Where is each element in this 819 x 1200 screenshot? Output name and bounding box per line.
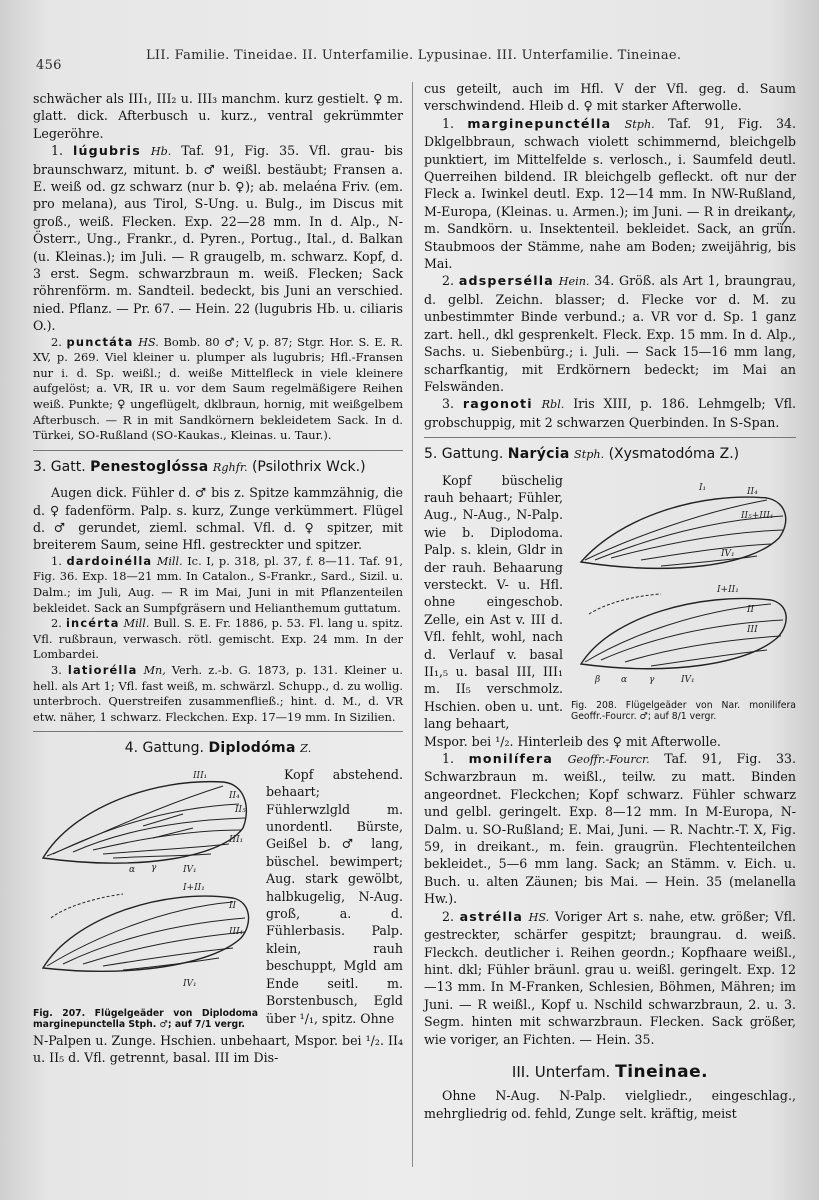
genus-description: Kopf büschelig rauh behaart; Fühler, Aug., N-Aug., N-Palp. wie b. Diplodoma. Palp. s. klein, Gldr in der rauh. Behaarung versteckt. V- u. Hfl. ohne eingeschob. Zelle, ein Ast v. III d. Vfl. fehlt, wohl, nach d. Verlauf v. basal II₁,₅ u. basal III, III₁ m. II₅ verschmolz. Hschien. oben u. unt. lang behaart, (424, 472, 563, 732)
genus-name: Narýcia (507, 446, 570, 463)
genus-description-continued: Mspor. bei ¹/₂. Hinterleib des ♀ mit Afterwolle. (424, 733, 721, 749)
vein-label: II₄ (229, 790, 240, 801)
species-name: ragonoti (462, 396, 533, 412)
genus-heading: 4. Gattung. Diplodóma Z. (124, 740, 312, 757)
species-author: HS. (138, 335, 159, 349)
species-author: Rbl. (541, 398, 565, 412)
species-entry: 1. monilífera Geoffr.-Fourcr. Taf. 91, Fig. 33. Schwarzbraun m. weißl., teilw. zu matt. Binden angeordnet. Fleckchen; Kopf schwarz. Fühler schwarz und gelbl. geringelt. Exp. 8—12 mm. In M-Europa, N-Dalm. u. SO-Rußland; E. Mai, Juni. — R. Nachtr.-T. X, Fig. 59, in dreikant., m. fein. graugrün. Flechtenteilchen bekleidet., 5—6 mm lang. Sack; an Stämm. v. Eich. u. Buch. u. alten Zäunen; bis Mai. — Hein. 35 (melanella Hw.). (424, 751, 796, 907)
vein-label: I+II₁ (183, 882, 205, 893)
genus-description: Augen dick. Fühler d. ♂ bis z. Spitze kammzähnig, die d. ♀ fadenförm. Palp. s. kurz, Zunge verkümmert. Flügel d. ♂ gerundet, zieml. schmal. Vfl. d. ♀ spitzer, mit breiterem Saum, seine Hfl. gestreckter und spitzer. (33, 485, 403, 553)
species-name: dardoinélla (66, 553, 153, 568)
section-rule (424, 437, 796, 438)
genus-author: Stph. (574, 448, 605, 462)
vein-label: IV₁ (681, 674, 695, 685)
species-name: marginepunctélla (467, 115, 612, 131)
genus-description-continued: N-Palpen u. Zunge. Hschien. unbehaart, Mspor. bei ¹/₂. II₄ u. II₅ d. Vfl. getrennt, basal. III im Dis- (33, 1032, 403, 1066)
subfamily-name: Tineinae. (615, 1061, 709, 1082)
left-column (33, 90, 403, 1067)
species-entry: 3. latiorélla Mn, Verh. z.-b. G. 1873, p. 131. Kleiner u. hell. als Art 1; Vfl. fast weiß, m. schwärzl. Schupp., d. zu wollig. unterbroch. Querstreifen zusammenfließ.; hint. d. M., d. VR etw. näher, 1 schwarz. Fleckchen. Exp. 17—19 mm. In Sizilien. (33, 663, 404, 724)
wing-venation-diagram (33, 768, 258, 1004)
vein-label: γ (649, 674, 655, 685)
species-entry: 1. lúgubris Hb. Taf. 91, Fig. 35. Vfl. grau- bis braunschwarz, mitunt. b. ♂ weißl. bestäubt; Fransen a. E. weiß od. gz schwarz (nur b. ♀); ab. melaéna Friv. (em. pro melana), aus Tirol, S-Ung. u. Bulg., im Discus mit groß., weiß. Flecken. Exp. 22—28 mm. In d. Alp., N-Österr., Ung., Frankr., d. Pyren., Portug., Ital., d. Balkan (u. Kleinas.); im Juli. — R graugelb, m. schwarz. Kopf, d. 3 erst. Segm. schwarzbraun m. weiß. Flecken; Sack röhrenförm. m. Sandteil. bedeckt, bis Juni an verschied. nied. Pflanz. — Pr. 67. — Hein. 22 (lugubris Hb. u. ciliaris O.). (33, 143, 403, 334)
species-entry: 1. dardoinélla Mill. Ic. I, p. 318, pl. 37, f. 8—11. Taf. 91, Fig. 36. Exp. 18—21 mm. In Catalon., S-Frankr., Sard., Sizil. u. Dalm.; im Juli, Aug. — R im Mai, Juni in mit Pflanzenteilen bekleidet. Sack an Sumpfgräsern und Helianthemum guttatum. (33, 553, 403, 615)
vein-label: II₅+III₁ (741, 510, 774, 521)
species-author: Hein. (558, 275, 590, 289)
species-name: astrélla (459, 908, 524, 924)
species-text: Iris XIII, p. 186. Lehmgelb; Vfl. grobschuppig, mit 2 schwarzen Querbinden. In S-Span. (424, 396, 796, 430)
vein-label: II (747, 604, 755, 615)
vein-label: IV₁ (721, 548, 735, 559)
subfamily-description: Ohne N-Aug. N-Palp. vielgliedr., eingeschlag., mehrgliedrig od. fehld, Zunge selt. kräftig, meist (424, 1088, 796, 1121)
vein-label: α (621, 674, 628, 685)
species-entry: 1. marginepunctélla Stph. Taf. 91, Fig. 34. Dklgelbbraun, schwach violett schimmernd, bleichgelb punktiert, im Mittelfelde s. verlosch., i. Saumfeld deutl. Querreihen bildend. IR bleichgelb gefleckt. oft nur der Fleck a. Iwinkel deutl. Exp. 12—14 mm. In NW-Rußland, M-Europa, (Kleinas. u. Armen.); im Juni. — R in dreikant., m. Sandkörn. u. Insektenteil. bekleidet. Sack, an grün. Staubmoos der Stämme, nahe am Boden; zweijährig, bis Mai. (424, 115, 796, 272)
intro-text: cus geteilt, auch im Hfl. V der Vfl. geg. d. Saum verschwindend. Hleib d. ♀ mit starker Afterwolle. (424, 81, 796, 114)
species-entry: 2. adspersélla Hein. 34. Größ. als Art 1, braungrau, d. gelbl. Zeichn. blasser; d. Flecke vor d. M. zu unbestimmter Binde verbund.; a. VR vor d. Sp. 1 ganz zart. hell., dkl gesprenkelt. Fleck. Exp. 15 mm. In d. Alp., Sachs. u. Siebenbürg.; i. Juli. — Sack 15—16 mm lang, scharfkantig, mit Erdkörnern bedeckt; im Mai an Felswänden. (424, 273, 796, 394)
page-number: 456 (36, 58, 62, 73)
genus-synonym: (Psilothrix Wck.) (251, 458, 366, 475)
running-header (36, 44, 779, 72)
species-text: Taf. 91, Fig. 34. Dklgelbbraun, schwach violett schimmernd, bleichgelb punktiert, im Mittelfelde s. verlosch., i. Saumfeld deutl. Querreihen bildend. IR bleichgelb gefleckt. oft nur der Fleck a. Iwinkel deutl. Exp. 12—14 mm. In NW-Rußland, M-Europa, (Kleinas. u. Armen.); im Juni. — R in dreikant., m. Sandkörn. u. Insektenteil. bekleidet. Sack, an grün. Staubmoos der Stämme, nahe am Boden; zweijährig, bis Mai. (424, 115, 796, 272)
species-name: punctáta (66, 334, 134, 349)
vein-label: III₁ (229, 834, 244, 845)
wing-venation-diagram (571, 476, 796, 694)
vein-label: IV₁ (183, 978, 197, 989)
species-author: HS. (528, 910, 550, 924)
species-text: Taf. 91, Fig. 33. Schwarzbraun m. weißl., teilw. zu matt. Binden angeordnet. Fleckchen; Kopf schwarz. Fühler schwarz und gelbl. geringelt. Exp. 8—12 mm. In M-Europa, N-Dalm. u. SO-Rußland; E. Mai, Juni. — R. Nachtr.-T. X, Fig. 59, in dreikant., m. fein. graugrün. Flechtenteilchen bekleidet., 5—6 mm lang. Sack; an Stämm. v. Eich. u. Buch. u. alten Zäunen; bis Mai. — Hein. 35 (melanella Hw.). (424, 751, 796, 907)
column-divider (412, 82, 413, 1167)
species-author: Geoffr.-Fourcr. (567, 753, 650, 767)
species-text: Taf. 91, Fig. 35. Vfl. grau- bis braunschwarz, mitunt. b. ♂ weißl. bestäubt; Fransen a. E. weiß od. gz schwarz (nur b. ♀); ab. melaéna Friv. (em. pro melana), aus Tirol, S-Ung. u. Bulg., im Discus mit groß., weiß. Flecken. Exp. 22—28 mm. In d. Alp., N-Österr., Ung., Frankr., d. Pyren., Portug., Ital., d. Balkan (u. Kleinas.); im Juli. — R graugelb, m. schwarz. Kopf, d. 3 erst. Segm. schwarzbraun m. weiß. Flecken; Sack röhrenförm. m. Sandteil. bedeckt, bis Juni an verschied. nied. Pflanz. — Pr. 67. — Hein. 22 (lugubris Hb. u. ciliaris O.). (33, 143, 403, 334)
species-text: Ic. I, p. 318, pl. 37, f. 8—11. Taf. 91, Fig. 36. Exp. 18—21 mm. In Catalon., S-Frankr., Sard., Sizil. u. Dalm.; im Juli, Aug. — R im Mai, Juni in mit Pflanzenteilen bekleidet. Sack an Sumpfgräsern und Helianthemum guttatum. (33, 553, 403, 615)
species-entry: 2. incérta Mill. Bull. S. E. Fr. 1886, p. 53. Fl. lang u. spitz. Vfl. rußbraun, verwasch. rötl. gemischt. Exp. 24 mm. In der Lombardei. (33, 616, 404, 662)
genus-author: Rghfr. (212, 460, 248, 474)
genus-description: Kopf abstehend. behaart; Fühlerwzlgld m. unordentl. Bürste, Geißel b. ♂ lang, büschel. bewimpert; Aug. stark gewölbt, halbkugelig, N-Aug. groß, a. d. Fühlerbasis. Palp. klein, rauh beschuppt, Mgld am Ende seitl. m. Borstenbusch, Egld über ¹/₁, spitz. Ohne (266, 766, 403, 1026)
subfamily-heading: III. Unterfam. Tineinae. (511, 1061, 709, 1082)
species-text: Verh. z.-b. G. 1873, p. 131. Kleiner u. hell. als Art 1; Vfl. fast weiß, m. schwärzl. Schupp., d. zu wollig. unterbroch. Querstreifen zusammenfließ.; hint. d. M., d. VR etw. näher, 1 schwarz. Fleckchen. Exp. 17—19 mm. In Sizilien. (33, 663, 404, 724)
species-entry: 3. ragonoti Rbl. Iris XIII, p. 186. Lehmgelb; Vfl. grobschuppig, mit 2 schwarzen Querbinden. In S-Span. (424, 396, 796, 430)
species-text: Bull. S. E. Fr. 1886, p. 53. Fl. lang u. spitz. Vfl. rußbraun, verwasch. rötl. gemischt. Exp. 24 mm. In der Lombardei. (33, 616, 404, 662)
section-rule (33, 731, 403, 732)
right-column (424, 80, 796, 1122)
vein-label: β (595, 674, 601, 685)
genus-author: Z. (300, 742, 312, 756)
figure-caption: Fig. 207. Flügelgeäder von Diplodoma marginepunctella Stph. ♂; auf 7/1 vergr. (33, 1007, 258, 1030)
intro-text: schwächer als III₁, III₂ u. III₃ manchm. kurz gestielt. ♀ m. glatt. dick. Afterbusch u. kurz., ventral gekrümmter Legeröhre. (33, 91, 403, 141)
species-text: Voriger Art s. nahe, etw. größer; Vfl. gestreckter, schärfer gespitzt; braungrau. d. weiß. Fleckch. deutlicher i. Reihen geordn.; Kopfhaare weißl., hint. dkl; Fühler bräunl. grau u. weißl. geringelt. Exp. 12—13 mm. In M-Franken, Schlesien, Böhmen, Mähren; im Juni. — R weißl., Kopf u. Nschild schwarzbraun, 2. u. 3. Segm. hinten mit schwarzbraun. Flecken. Sack größer, wie voriger, an Fichten. — Hein. 35. (424, 908, 796, 1047)
species-name: lúgubris (72, 143, 141, 159)
species-author: Mn, (143, 664, 166, 678)
genus-name: Diplodóma (208, 740, 296, 757)
species-name: incérta (65, 616, 120, 631)
vein-label: γ (151, 862, 157, 873)
genus-synonym: (Xysmatodóma Z.) (608, 446, 740, 463)
species-entry: 2. astrélla HS. Voriger Art s. nahe, etw. größer; Vfl. gestreckter, schärfer gespitzt; braungrau. d. weiß. Fleckch. deutlicher i. Reihen geordn.; Kopfhaare weißl., hint. dkl; Fühler bräunl. grau u. weißl. geringelt. Exp. 12—13 mm. In M-Franken, Schlesien, Böhmen, Mähren; im Juni. — R weißl., Kopf u. Nschild schwarzbraun, 2. u. 3. Segm. hinten mit schwarzbraun. Flecken. Sack größer, wie voriger, an Fichten. — Hein. 35. (424, 908, 796, 1047)
species-text: 34. Größ. als Art 1, braungrau, d. gelbl. Zeichn. blasser; d. Flecke vor d. M. zu unbestimmter Binde verbund.; a. VR vor d. Sp. 1 ganz zart. hell., dkl gesprenkelt. Fleck. Exp. 15 mm. In d. Alp., Sachs. u. Siebenbürg.; i. Juli. — Sack 15—16 mm lang, scharfkantig, mit Erdkörnern bedeckt; im Mai an Felswänden. (424, 273, 796, 394)
species-author: Mill. (156, 554, 183, 568)
vein-label: II₄ (747, 486, 758, 497)
genus-heading: 5. Gattung. Narýcia Stph. (Xysmatodóma Z.) (424, 446, 740, 463)
species-text: Bomb. 80 ♂; V, p. 87; Stgr. Hor. S. E. R. XV, p. 269. Viel kleiner u. plumper als lugubris; Hfl.-Fransen nur i. d. Sp. weißl.; d. weiße Mittelfleck in viele kleinere aufgelöst; a. VR, IR u. vor dem Saum regelmäßigere Reihen weiß. Punkte; ♀ ungeflügelt, dklbraun, hornig, mit weißgelbem Afterbusch. — R in mit Sandkörnern bekleidetem Sack. In d. Türkei, SO-Rußland (SO-Kaukas., Kleinas. u. Taur.). (33, 334, 404, 443)
species-name: latiorélla (67, 663, 138, 678)
vein-label: II (229, 900, 237, 911)
vein-label: IV₁ (183, 864, 197, 875)
vein-label: I₁ (699, 482, 707, 493)
species-name: adspersélla (458, 273, 554, 289)
species-author: Hb. (150, 145, 172, 159)
vein-label: III₁ (193, 770, 208, 781)
species-name: monilífera (468, 751, 554, 767)
vein-label: III₁ (229, 926, 244, 937)
running-title: LII. Familie. Tineidae. II. Unterfamilie. Lypusinae. III. Unterfamilie. Tineinae. (146, 48, 682, 63)
genus-name: Penestoglóssa (90, 458, 209, 475)
wing-venation-figure-208 (571, 476, 796, 722)
species-author: Mill. (123, 617, 150, 631)
species-entry: 2. punctáta HS. Bomb. 80 ♂; V, p. 87; Stgr. Hor. S. E. R. XV, p. 269. Viel kleiner u. plumper als lugubris; Hfl.-Fransen nur i. d. Sp. weißl.; d. weiße Mittelfleck in viele kleinere aufgelöst; a. VR, IR u. vor dem Saum regelmäßigere Reihen weiß. Punkte; ♀ ungeflügelt, dklbraun, hornig, mit weißgelbem Afterbusch. — R in mit Sandkörnern bekleidetem Sack. In d. Türkei, SO-Rußland (SO-Kaukas., Kleinas. u. Taur.). (33, 334, 404, 443)
vein-label: I+II₁ (717, 584, 739, 595)
figure-caption: Fig. 208. Flügelgeäder von Nar. monilifera Geoffr.-Fourcr. ♂; auf 8/1 vergr. (571, 699, 796, 722)
genus-heading: 3. Gatt. Penestoglóssa Rghfr. (Psilothrix Wck.) (33, 458, 366, 475)
section-rule (33, 450, 403, 451)
vein-label: α (129, 864, 136, 875)
pencil-margin-mark (780, 210, 794, 226)
vein-label: II₅ (235, 804, 246, 815)
vein-label: III (747, 624, 758, 635)
species-author: Stph. (624, 117, 655, 131)
wing-venation-figure-207 (33, 768, 258, 1030)
